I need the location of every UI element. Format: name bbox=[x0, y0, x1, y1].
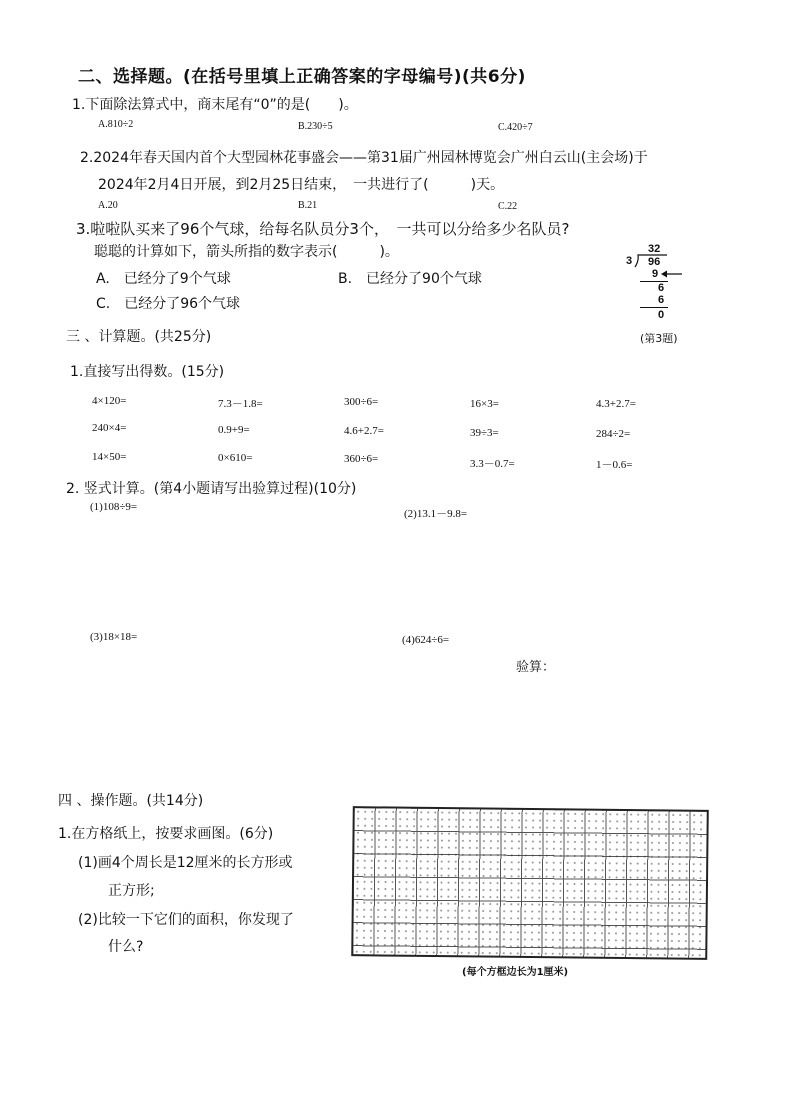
vertical-calc-3: (3)18×18= bbox=[90, 631, 138, 643]
calc-r2-c1: 240×4= bbox=[92, 422, 127, 434]
calc-r3-c3: 360÷6= bbox=[344, 453, 379, 465]
vertical-calc-1: (1)108÷9= bbox=[90, 501, 138, 513]
vertical-calc-2: (2)13.1－9.8= bbox=[404, 508, 468, 520]
q3-stem-line1: 3.啦啦队买来了96个气球，给每名队员分3个， 一共可以分给多少名队员? bbox=[76, 220, 570, 238]
calc-r1-c1: 4×120= bbox=[92, 395, 127, 407]
grid-paper[interactable] bbox=[351, 806, 709, 960]
calc-r3-c2: 0×610= bbox=[218, 452, 253, 464]
calc-r2-c5: 284÷2= bbox=[596, 428, 631, 440]
vertical-calc-4: (4)624÷6= bbox=[402, 634, 450, 646]
s4-sub2-line1: (2)比较一下它们的面积，你发现了 bbox=[78, 912, 294, 928]
q2-stem-line1: 2.2024年春天国内首个大型园林花事盛会——第31届广州园林博览会广州白云山(主会场)于 bbox=[80, 150, 648, 166]
q1-option-b: B.230÷5 bbox=[298, 121, 333, 132]
s4-sub2-line2: 什么? bbox=[108, 939, 144, 955]
division-rule-2 bbox=[640, 307, 668, 308]
division-remainder: 0 bbox=[658, 309, 665, 321]
s3-q2-stem: 2. 竖式计算。(第4小题请写出验算过程)(10分) bbox=[66, 481, 357, 497]
calc-r1-c5: 4.3+2.7= bbox=[596, 398, 636, 410]
q2-stem-line2: 2024年2月4日开展，到2月25日结束， 一共进行了( )天。 bbox=[98, 177, 505, 193]
q3-figure-caption: (第3题) bbox=[640, 332, 678, 345]
s3-q1-stem: 1.直接写出得数。(15分) bbox=[70, 364, 225, 380]
long-division-figure bbox=[620, 240, 680, 322]
division-divisor: 3 bbox=[626, 255, 633, 267]
q2-option-b: B.21 bbox=[298, 200, 318, 211]
q3-option-b: B. 已经分了90个气球 bbox=[338, 271, 482, 287]
q1-stem: 1.下面除法算式中，商末尾有“0”的是( )。 bbox=[72, 97, 358, 113]
division-step3: 6 bbox=[658, 294, 665, 306]
calc-r3-c5: 1－0.6= bbox=[596, 459, 633, 471]
q2-option-a: A.20 bbox=[98, 200, 118, 211]
section4-title: 四 、操作题。(共14分) bbox=[58, 793, 204, 809]
calc-r1-c2: 7.3－1.8= bbox=[218, 398, 263, 410]
division-step1: 9 bbox=[652, 268, 659, 280]
q1-option-c: C.420÷7 bbox=[498, 122, 533, 133]
calc-r2-c3: 4.6+2.7= bbox=[344, 425, 384, 437]
calc-r2-c4: 39÷3= bbox=[470, 427, 499, 439]
calc-r3-c4: 3.3－0.7= bbox=[470, 458, 515, 470]
calc-r1-c3: 300÷6= bbox=[344, 396, 379, 408]
section2-title: 二、选择题。(在括号里填上正确答案的字母编号)(共6分) bbox=[78, 67, 526, 87]
grid-caption: (每个方框边长为1厘米) bbox=[462, 967, 569, 978]
calc-r3-c1: 14×50= bbox=[92, 451, 127, 463]
s4-q1-stem: 1.在方格纸上，按要求画图。(6分) bbox=[58, 826, 274, 842]
q3-option-a: A. 已经分了9个气球 bbox=[96, 271, 231, 287]
division-dividend: 96 bbox=[648, 256, 661, 268]
division-quotient: 32 bbox=[648, 243, 661, 255]
q1-option-a: A.810÷2 bbox=[98, 119, 134, 130]
q2-option-c: C.22 bbox=[498, 201, 518, 212]
arrow-icon bbox=[660, 269, 684, 279]
calc-r1-c4: 16×3= bbox=[470, 398, 499, 410]
s4-sub1-line2: 正方形; bbox=[108, 883, 155, 899]
grid-dots bbox=[353, 808, 707, 958]
check-label: 验算： bbox=[516, 660, 556, 675]
q3-option-c: C. 已经分了96个气球 bbox=[96, 296, 241, 312]
s4-sub1-line1: (1)画4个周长是12厘米的长方形或 bbox=[78, 855, 293, 871]
q3-stem-line2: 聪聪的计算如下，箭头所指的数字表示( )。 bbox=[94, 244, 399, 260]
calc-r2-c2: 0.9+9= bbox=[218, 424, 250, 436]
division-step2: 6 bbox=[658, 282, 665, 294]
section3-title: 三 、计算题。(共25分) bbox=[66, 329, 212, 345]
